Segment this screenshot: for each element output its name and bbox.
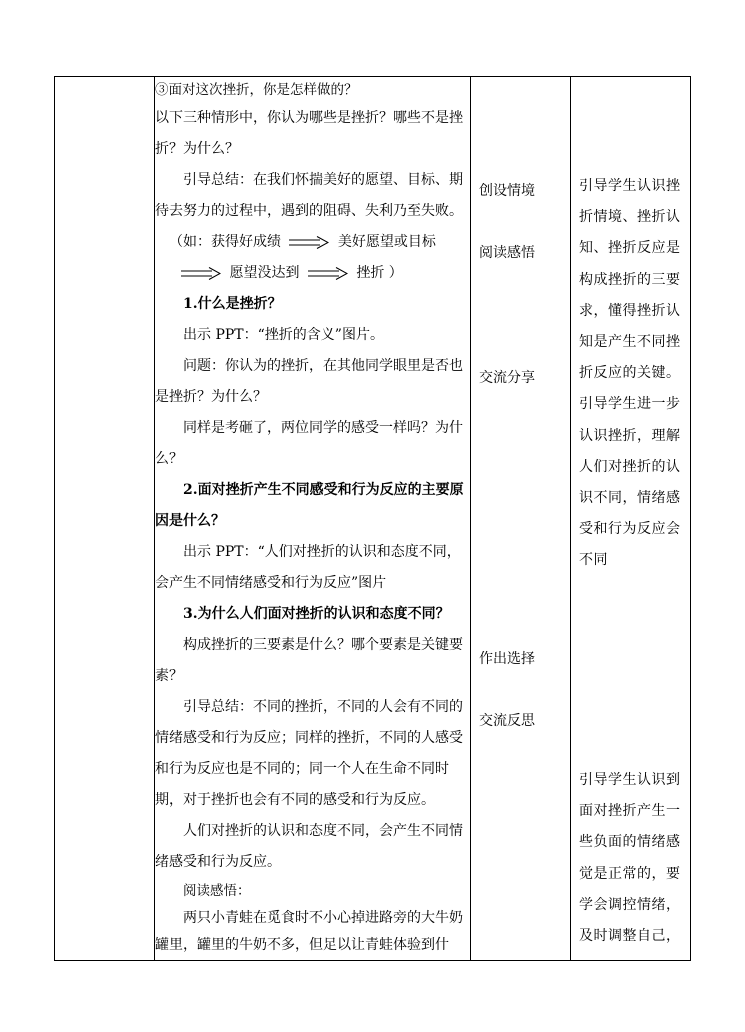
summary-2: 引导总结：不同的挫折，不同的人会有不同的情绪感受和行为反应；同样的挫折，不同的人感受和行为反应也是不同的；同一个人在生命不同时期，对于挫折也会有不同的感受和行为反应。 — [155, 699, 463, 808]
activity-column-cell — [471, 77, 571, 961]
activity-making-choice: 作出选择 — [479, 651, 535, 667]
activity-sharing: 交流分享 — [479, 370, 535, 386]
example-open: （如：获得好成绩 — [169, 234, 281, 250]
example-line-2 — [155, 258, 470, 289]
example-line-1 — [155, 227, 470, 258]
double-arrow-icon — [308, 267, 348, 280]
heading-2: 2.面对挫折产生不同感受和行为反应的主要原因是什么？ — [155, 482, 464, 529]
double-arrow-icon — [289, 236, 329, 249]
summary-1: 引导总结：在我们怀揣美好的愿望、目标、期待去努力的过程中，遇到的阻碍、失利乃至失败。 — [155, 172, 463, 219]
conclusion: 人们对挫折的认识和态度不同，会产生不同情绪感受和行为反应。 — [155, 823, 463, 870]
question-1: 问题：你认为的挫折，在其他同学眼里是否也是挫折？为什么？ — [155, 358, 463, 405]
double-arrow-icon — [181, 267, 221, 280]
ppt-1: 出示 PPT：“挫折的含义”图片。 — [183, 327, 384, 343]
situations-question: 以下三种情形中，你认为哪些是挫折？哪些不是挫折？为什么？ — [155, 110, 463, 157]
example-good-goal: 美好愿望或目标 — [337, 234, 436, 250]
example-end: 挫折 ） — [356, 265, 403, 281]
heading-3: 3.为什么人们面对挫折的认识和态度不同？ — [183, 606, 450, 622]
table-row — [55, 77, 691, 961]
activity-create-situation: 创设情境 — [479, 183, 535, 199]
elements-question: 构成挫折的三要素是什么？哪个要素是关键要素？ — [155, 637, 463, 684]
lesson-plan-table — [54, 76, 691, 961]
frog-story: 两只小青蛙在觅食时不小心掉进路旁的大牛奶罐里，罐里的牛奶不多，但足以让青蛙体验到什 — [155, 910, 463, 953]
teaching-process-cell — [155, 77, 471, 961]
activity-reflection: 交流反思 — [479, 713, 535, 729]
question-3: ③面对这次挫折，你是怎样做的？ — [155, 82, 358, 98]
question-2: 同样是考砸了，两位同学的感受一样吗？为什么？ — [155, 420, 463, 467]
activity-reading: 阅读感悟 — [479, 245, 535, 261]
ppt-2: 出示 PPT：“人们对挫折的认识和态度不同，会产生不同情绪感受和行为反应”图片 — [155, 544, 461, 591]
reading-section — [155, 878, 470, 959]
stage-column-cell — [55, 77, 155, 961]
heading-1: 1.什么是挫折？ — [183, 296, 282, 312]
design-intent-2: 引导学生认识到面对挫折产生一些负面的情绪感觉是正常的，要学会调控情绪，及时调整自己， — [579, 772, 681, 945]
example-fail: 愿望没达到 — [229, 265, 300, 281]
design-intent-cell — [571, 77, 691, 961]
reading-label: 阅读感悟： — [183, 883, 251, 899]
design-intent-1: 引导学生认识挫折情境、挫折认知、挫折反应是构成挫折的三要求，懂得挫折认知是产生不同挫折反应的关键。引导学生进一步认识挫折，理解人们对挫折的认识不同，情绪感受和行为反应会不同 — [579, 178, 681, 569]
